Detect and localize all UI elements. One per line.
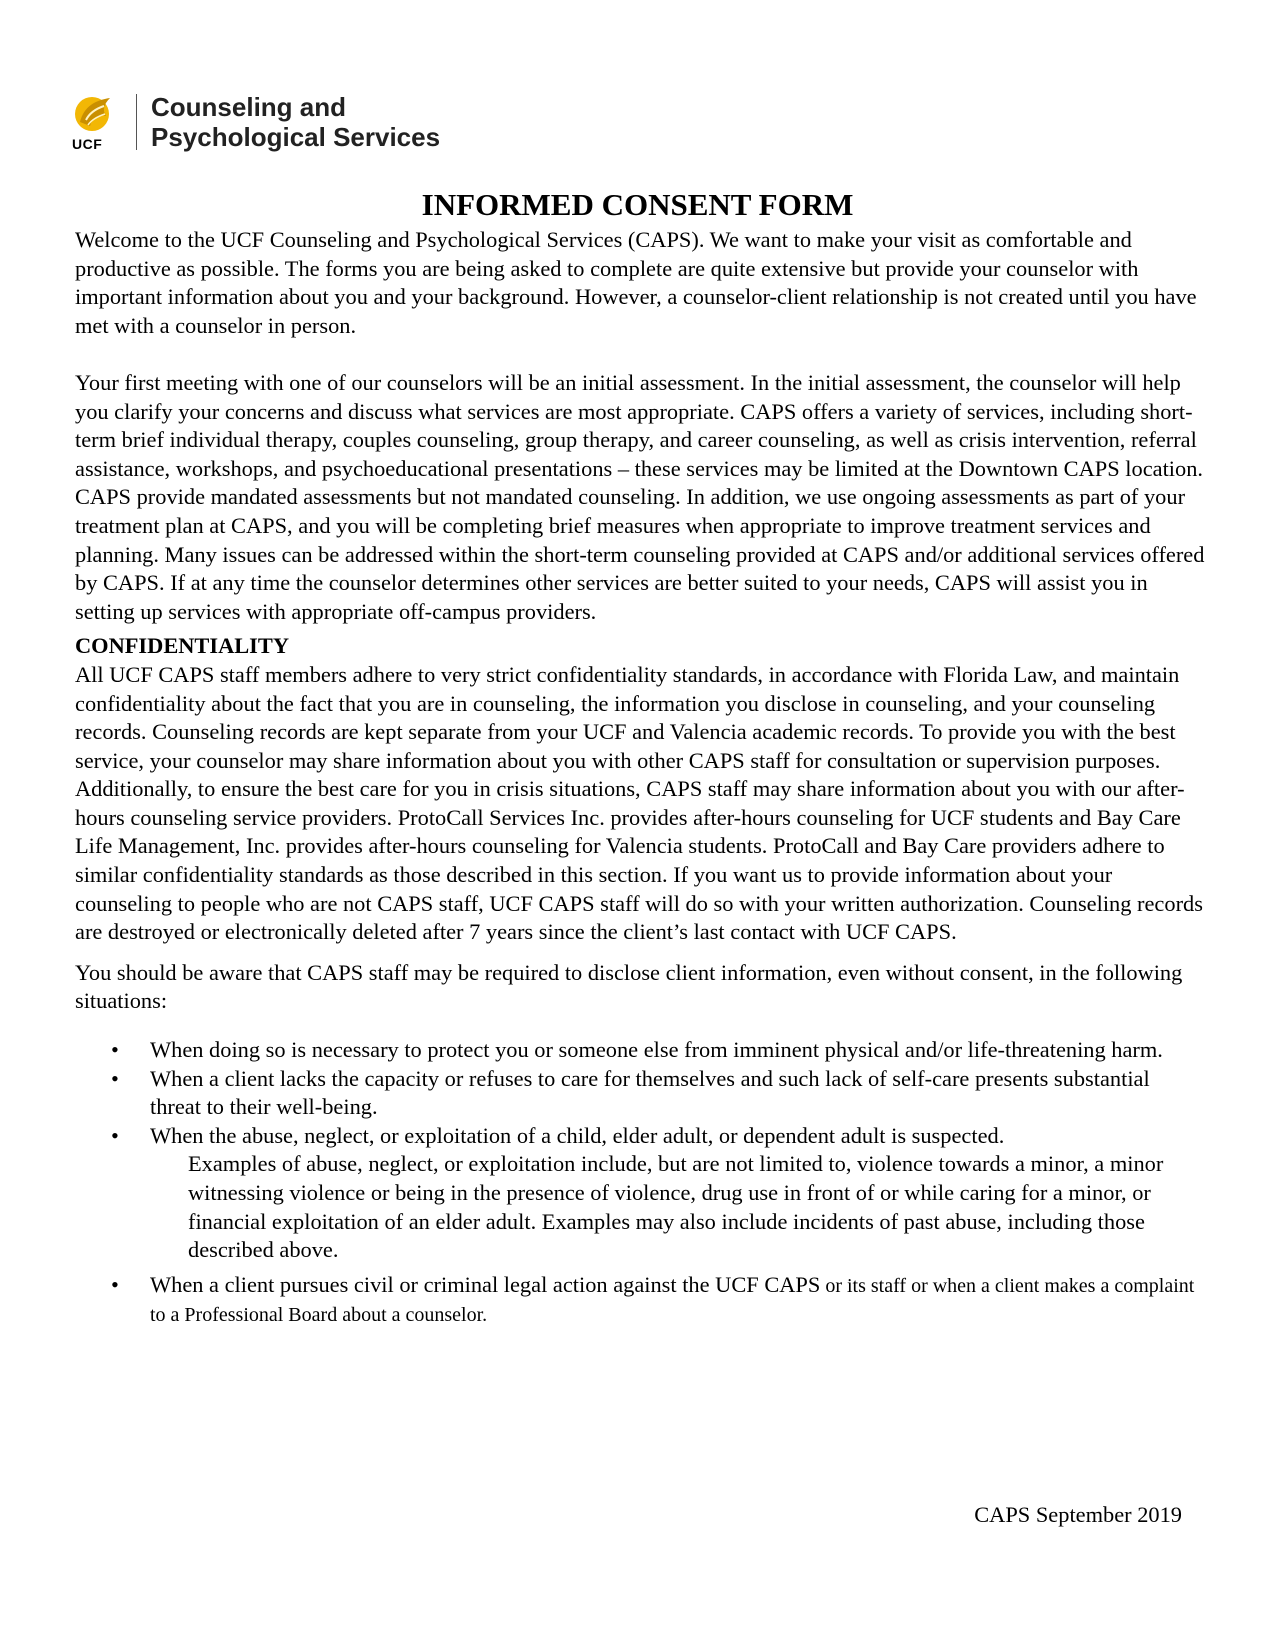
list-item-text-small: or its staff or when a client makes a complaint to a Professional Board about a counselor.: [150, 1274, 1195, 1327]
logo-divider: [136, 94, 137, 150]
bullet-icon: •: [111, 1122, 119, 1148]
confidentiality-paragraph: All UCF CAPS staff members adhere to very strict confidentiality standards, in accordance with Florida Law, and maintain confidentiality about the fact that you are in counseling, the information you disclose in counseling, and your counseling records. Counseling records are kept separate from your UCF and Valencia academic records. To provide you with the best service, your counselor may share information about you with other CAPS staff for consultation or supervision purposes. Additionally, to ensure the best care for you in crisis situations, CAPS staff may share information about you with our after-hours counseling service providers. ProtoCall Services Inc. provides after-hours counseling for UCF students and Bay Care Life Management, Inc. provides after-hours counseling for Valencia students. ProtoCall and Bay Care providers adhere to similar confidentiality standards as those described in this section. If you want us to provide information about your counseling to people who are not CAPS staff, UCF CAPS staff will do so with your written authorization. Counseling records are destroyed or electronically deleted after 7 years since the client’s last contact with UCF CAPS.: [75, 661, 1203, 945]
pegasus-logo-icon: [72, 92, 116, 134]
letterhead: [72, 92, 440, 152]
department-name-line2: Psychological Services: [151, 122, 441, 152]
list-item: [75, 1122, 1205, 1265]
list-item-text: When a client lacks the capacity or refuses to care for themselves and such lack of self-care presents substantial threat to their well-being.: [150, 1065, 1150, 1120]
list-item: [75, 1065, 1205, 1122]
list-item-text: When doing so is necessary to protect you or someone else from imminent physical and/or life-threatening harm.: [150, 1037, 1163, 1063]
bullet-icon: •: [111, 1037, 119, 1063]
first-meeting-paragraph: Your first meeting with one of our counselors will be an initial assessment. In the initial assessment, the counselor will help you clarify your concerns and discuss what services are most appropriate. CAPS offers a variety of services, including short-term brief individual therapy, couples counseling, group therapy, and career counseling, as well as crisis intervention, referral assistance, workshops, and psychoeducational presentations – these services may be limited at the Downtown CAPS location. CAPS provide mandated assessments but not mandated counseling. In addition, we use ongoing assessments as part of your treatment plan at CAPS, and you will be completing brief measures when appropriate to improve treatment services and planning. Many issues can be addressed within the short-term counseling provided at CAPS and/or additional services offered by CAPS. If at any time the counselor determines other services are better suited to your needs, CAPS will assist you in setting up services with appropriate off-campus providers.: [75, 369, 1205, 624]
disclosure-intro-paragraph: You should be aware that CAPS staff may be required to disclose client information, even without consent, in the following situations:: [75, 959, 1183, 1014]
ucf-logo: [72, 92, 124, 152]
department-name-line1: Counseling and: [151, 92, 346, 122]
form-body: [75, 226, 1205, 1330]
bullet-icon: •: [111, 1271, 119, 1297]
list-item-text: When the abuse, neglect, or exploitation of a child, elder adult, or dependent adult is suspected.: [150, 1122, 1005, 1148]
confidentiality-heading: CONFIDENTIALITY: [75, 633, 289, 659]
footer-revision-date: CAPS September 2019: [974, 1502, 1182, 1527]
bullet-icon: •: [111, 1065, 119, 1091]
list-item: [75, 1036, 1205, 1065]
list-item: [75, 1271, 1205, 1330]
ucf-logo-text: UCF: [72, 136, 103, 152]
list-item-text: When a client pursues civil or criminal legal action against the UCF CAPS: [150, 1271, 821, 1297]
list-item-subtext: Examples of abuse, neglect, or exploitation include, but are not limited to, violence towards a minor, a minor witnessing violence or being in the presence of violence, drug use in front of or while caring for a minor, or financial exploitation of an elder adult. Examples may also include incidents of past abuse, including those described above.: [188, 1151, 1164, 1263]
department-name: [151, 92, 440, 152]
form-title: INFORMED CONSENT FORM: [421, 187, 854, 222]
disclosure-situations-list: [75, 1036, 1205, 1330]
intro-paragraph: Welcome to the UCF Counseling and Psychological Services (CAPS). We want to make your visit as comfortable and productive as possible. The forms you are being asked to complete are quite extensive but provide your counselor with important information about you and your background. However, a counselor-client relationship is not created until you have met with a counselor in person.: [75, 227, 1197, 338]
